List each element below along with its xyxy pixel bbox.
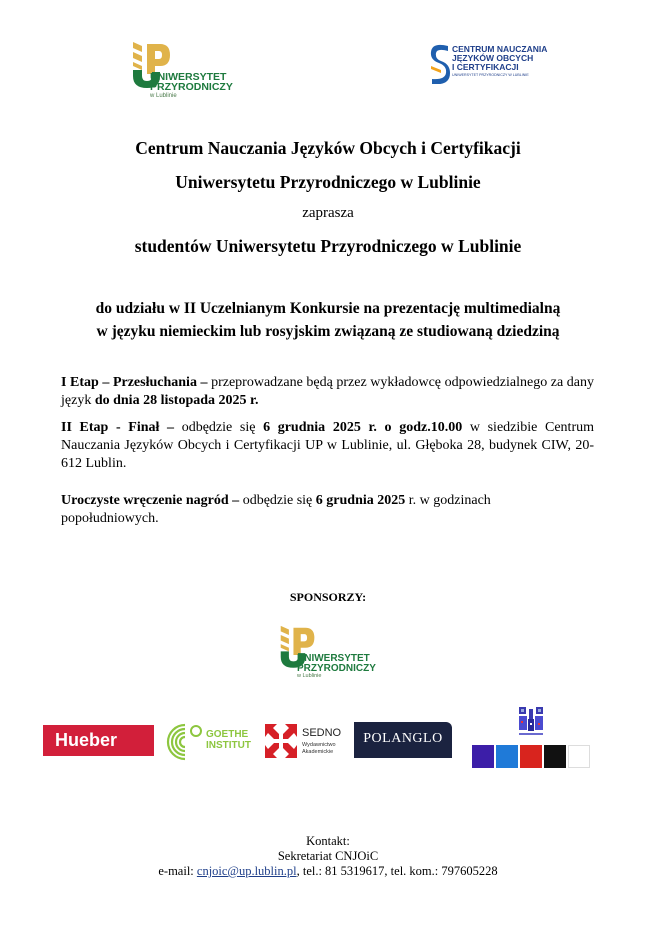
stage2-label: II Etap - Finał –: [61, 420, 175, 435]
title-line2: Uniwersytetu Przyrodniczego w Lublinie: [175, 172, 481, 192]
cnjoic-line4: UNIWERSYTET PRZYRODNICZY W LUBLINIE: [452, 73, 529, 77]
email-link[interactable]: cnjoic@up.lublin.pl: [196, 864, 297, 878]
sedno-emblem-icon: [263, 722, 299, 760]
sedno-line3: Akademickie: [302, 749, 334, 755]
sponsor-up-line3: w Lublinie: [297, 673, 322, 679]
stage2-paragraph: [61, 419, 594, 473]
goethe-line1: GOETHE: [206, 729, 249, 740]
stage2-date: 6 grudnia 2025 r. o godz.10.00: [263, 420, 463, 435]
awards-text2: r. w godzinach popołudniowych.: [61, 493, 491, 526]
stage2-text2: w siedzibie Centrum Nauczania Języków Obcych i Certyfikacji UP w Lublinie, ul. Głęboka 28, budynek CIW, 20-612 Lublin.: [61, 420, 594, 471]
subject-line2: w języku niemieckim lub rosyjskim związaną ze studiowaną dziedziną: [96, 323, 560, 340]
goethe-logo: [163, 722, 253, 762]
stage2-text1: odbędzie się: [174, 420, 264, 435]
stage1-label: I Etap – Przesłuchania –: [61, 375, 208, 390]
sponsor-up-line1: UNIWERSYTET: [297, 653, 370, 664]
awards-text1: odbędzie się: [239, 493, 316, 508]
goethe-emblem-icon: [163, 722, 203, 762]
title-line1: Centrum Nauczania Języków Obcych i Certyfikacji: [135, 138, 521, 158]
sedno-line2: Wydawnictwo: [302, 742, 336, 748]
pixel-logo-variant-blue: [496, 745, 518, 768]
awards-paragraph: [61, 492, 541, 528]
contact-label: Kontakt:: [306, 834, 350, 848]
pixel-logo-variant-black: [544, 745, 566, 768]
up-logo-line1: UNIWERSYTET: [150, 71, 227, 83]
stage1-paragraph: [61, 374, 594, 410]
awards-date: 6 grudnia 2025: [315, 493, 406, 508]
sponsor-up-line2: PRZYRODNICZY: [297, 663, 376, 674]
audience-text: studentów Uniwersytetu Przyrodniczego w Lublinie: [134, 236, 522, 256]
up-logo-top: [130, 38, 240, 99]
awards-label: Uroczyste wręczenie nagród –: [61, 493, 240, 508]
hueber-logo: [43, 725, 154, 756]
contact-office: Sekretariat CNJOiC: [277, 849, 379, 863]
pixel-logo-variant-white: [568, 745, 590, 768]
sedno-logo: [263, 722, 345, 762]
contact-line: [0, 863, 656, 879]
phones-text: , tel.: 81 5319617, tel. kom.: 797605228: [296, 864, 498, 878]
sponsors-heading: SPONSORZY:: [289, 590, 367, 604]
up-logo-line3: w Lublinie: [150, 93, 177, 99]
sedno-line1: SEDNO: [302, 727, 342, 739]
invites-text: zaprasza: [302, 205, 354, 221]
pixel-logo-main: [518, 707, 544, 739]
subject-line1: do udziału w II Uczelnianym Konkursie na prezentację multimedialną: [95, 300, 561, 317]
up-logo-sponsor: [278, 622, 383, 678]
cnjoic-emblem-icon: [428, 42, 450, 84]
goethe-line2: INSTITUT: [206, 740, 251, 751]
cnjoic-logo: [428, 42, 553, 87]
hueber-text: Hueber: [55, 730, 118, 750]
cnjoic-line2: JĘZYKÓW OBCYCH: [452, 53, 534, 63]
email-label: e-mail:: [158, 864, 197, 878]
pixel-logo-variant-red: [520, 745, 542, 768]
up-logo-line2: PRZYRODNICZY: [150, 81, 233, 93]
stage1-date: do dnia 28 listopada 2025 r.: [94, 393, 259, 408]
cnjoic-line3: I CERTYFIKACJI: [452, 62, 519, 72]
stage1-text: przeprowadzane będą przez wykładowcę odpowiedzialnego za dany język: [61, 375, 594, 408]
cnjoic-line1: CENTRUM NAUCZANIA: [452, 44, 548, 54]
pixel-logo-row: [472, 745, 592, 769]
polanglo-text: POLANGLO: [363, 731, 443, 746]
polanglo-logo: [354, 722, 452, 758]
pixel-logo-variant-purple: [472, 745, 494, 768]
pixel-logo-icon: [518, 707, 544, 739]
